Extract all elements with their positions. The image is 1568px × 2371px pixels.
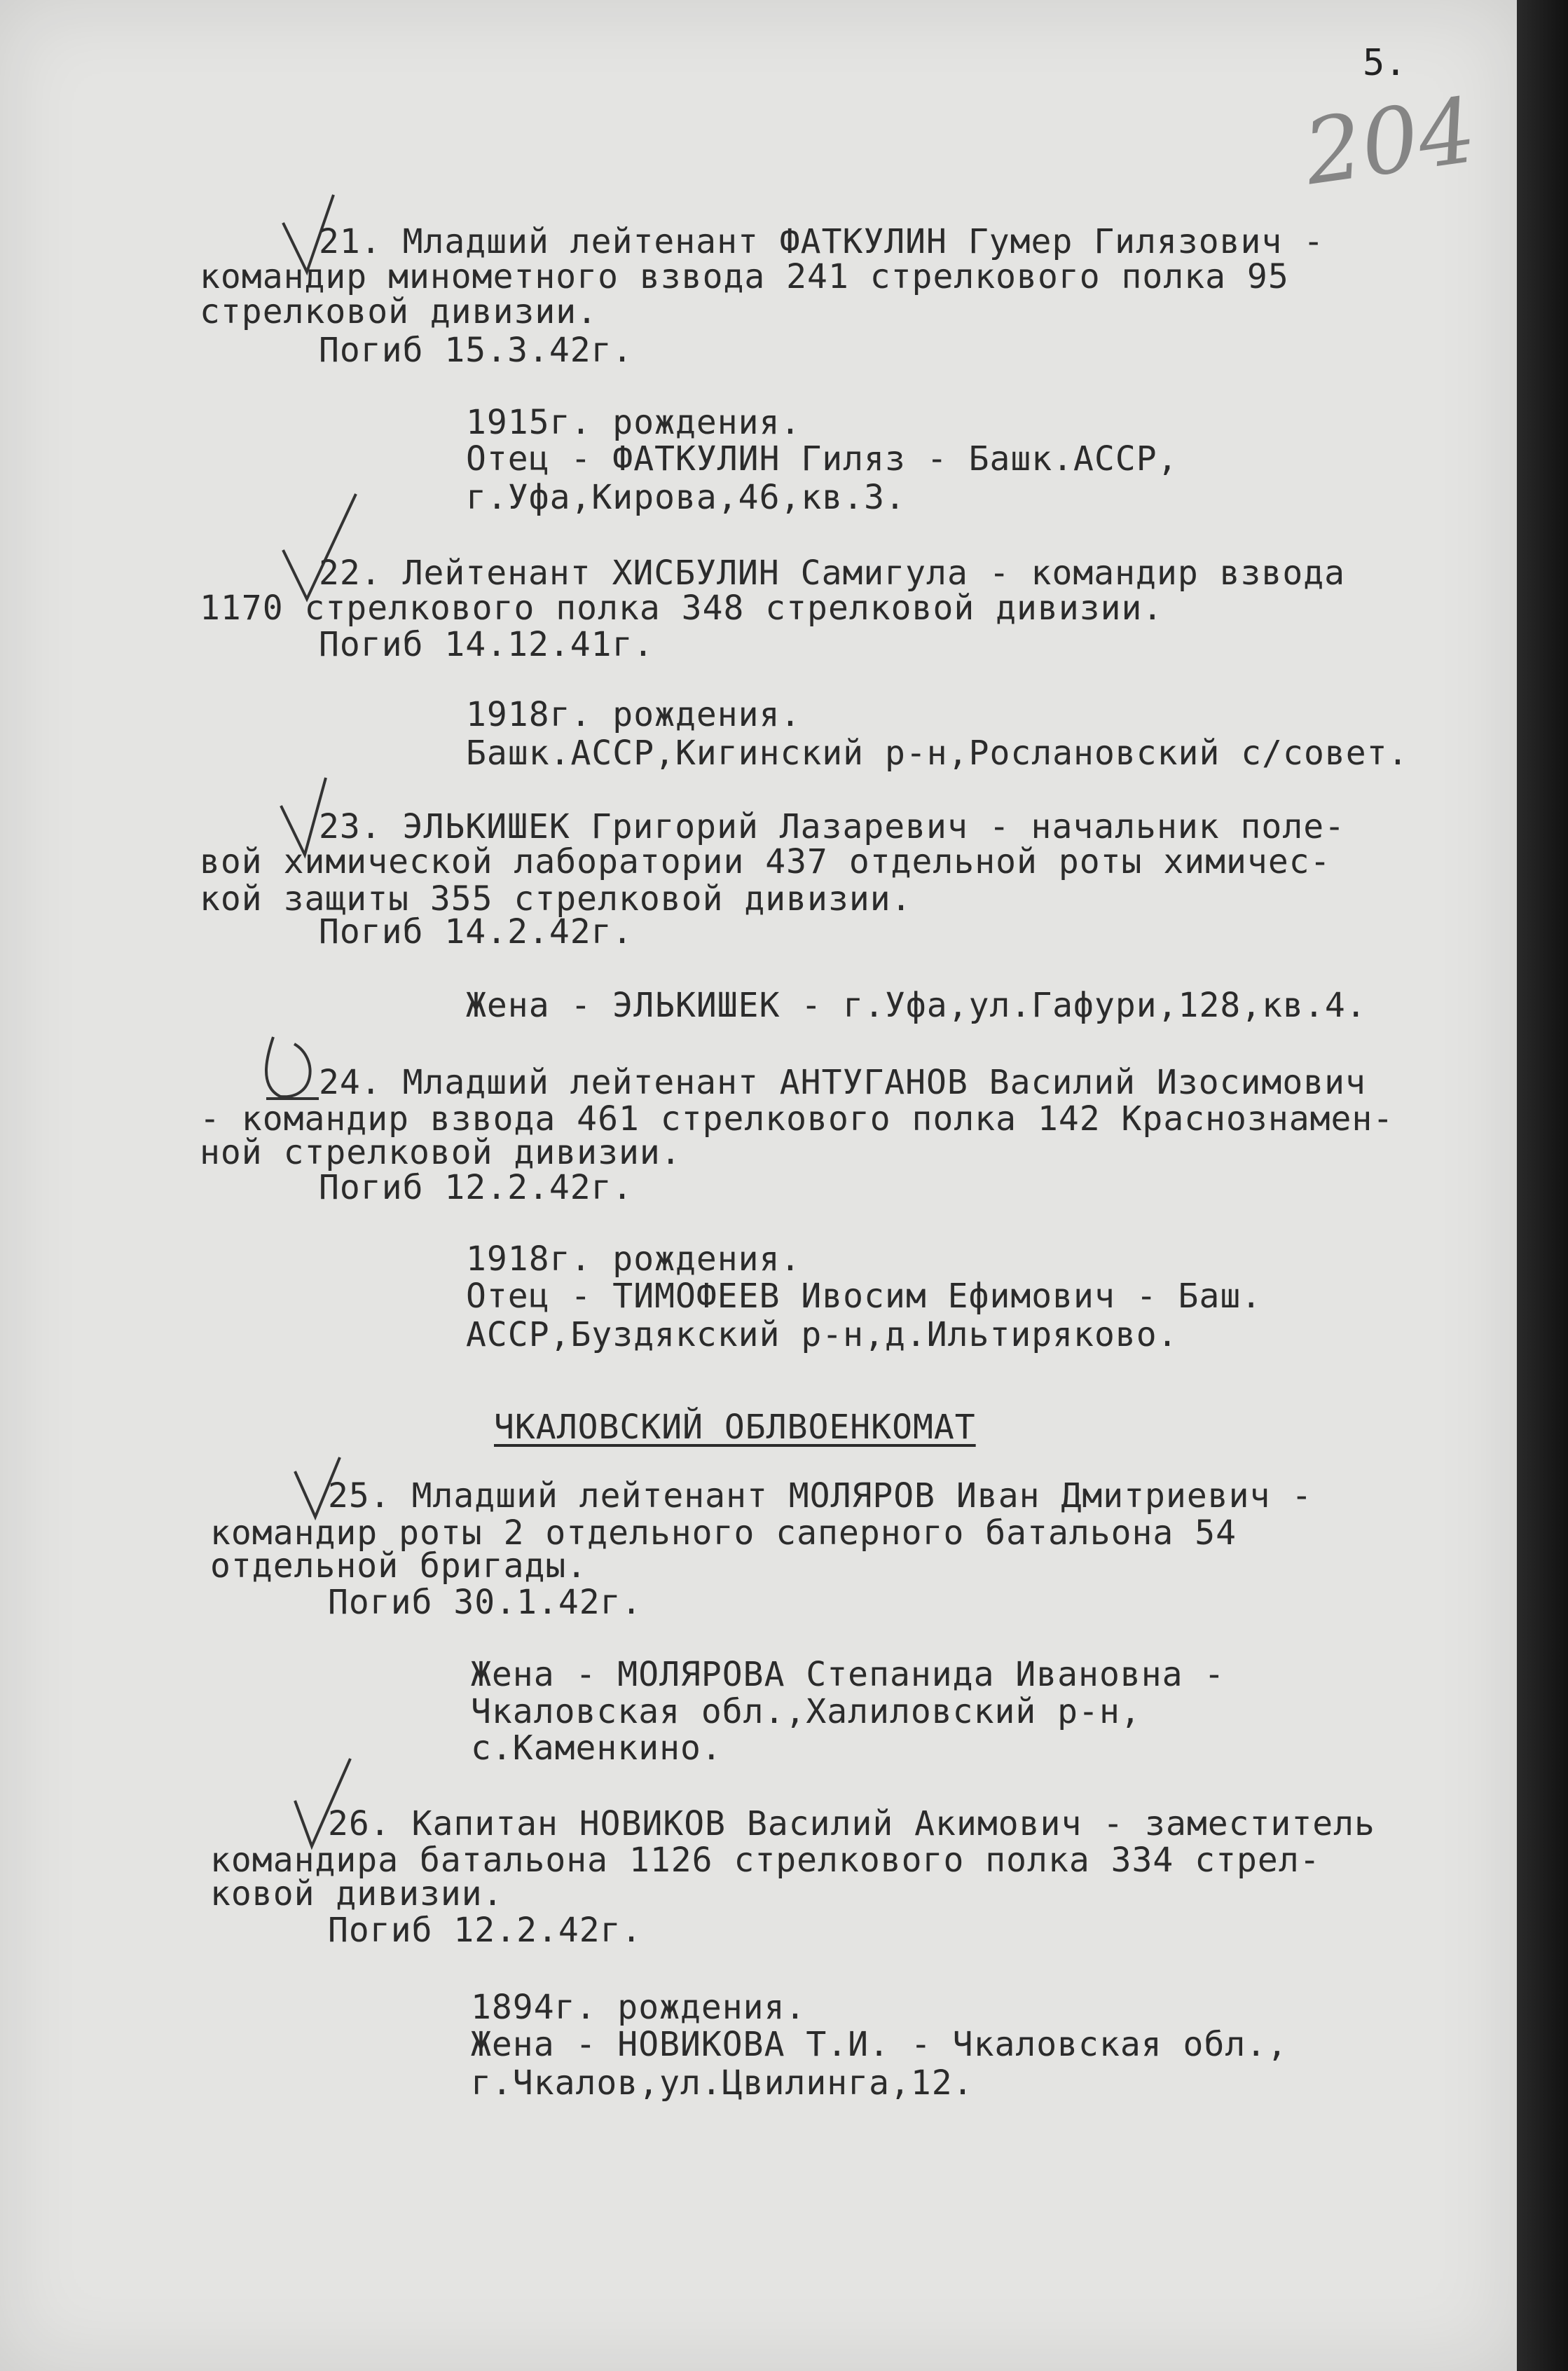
handwritten-folio-number: 204 [1298,78,1483,206]
entry-21-detail-2: Отец - ФАТКУЛИН Гиляз - Башк.АССР, [466,439,1178,479]
entry-24-detail-2: Отец - ТИМОФЕЕВ Ивосим Ефимович - Баш. [466,1277,1263,1316]
entry-21-line-3: стрелковой дивизии. [200,292,598,331]
entry-24-died: Погиб 12.2.42г. [319,1168,633,1207]
entry-25-line-1: 25. Младший лейтенант МОЛЯРОВ Иван Дмитриевич - [328,1476,1313,1516]
entry-23-died: Погиб 14.2.42г. [319,912,633,951]
entry-24-line-2: - командир взвода 461 стрелкового полка 142 Краснознамен- [200,1099,1394,1139]
entry-26-detail-2: Жена - НОВИКОВА Т.И. - Чкаловская обл., [471,2025,1288,2064]
entry-22-detail-2: Башк.АССР,Кигинский р-н,Рослановский с/совет. [466,734,1409,773]
letter-d-mark-icon [252,1030,322,1110]
entry-25-detail-3: с.Каменкино. [471,1729,722,1768]
entry-23-detail-1: Жена - ЭЛЬКИШЕК - г.Уфа,ул.Гафури,128,кв.4. [466,986,1367,1025]
entry-26-line-3: ковой дивизии. [210,1874,504,1913]
entry-26-detail-3: г.Чкалов,ул.Цвилинга,12. [471,2063,974,2103]
entry-25-line-2: командир роты 2 отдельного саперного батальона 54 [210,1513,1237,1553]
entry-22-died: Погиб 14.12.41г. [319,625,654,664]
entry-21-line-2: командир минометного взвода 241 стрелкового полка 95 [200,257,1289,296]
entry-21-line-1: 21. Младший лейтенант ФАТКУЛИН Гумер Гилязович - [319,222,1325,261]
section-heading: ЧКАЛОВСКИЙ ОБЛВОЕНКОМАТ [494,1408,976,1447]
entry-23-line-1: 23. ЭЛЬКИШЕК Григорий Лазаревич - начальник поле- [319,807,1346,846]
entry-23-line-3: кой защиты 355 стрелковой дивизии. [200,879,912,919]
entry-22-detail-1: 1918г. рождения. [466,695,802,734]
entry-22-line-1: 22. Лейтенант ХИСБУЛИН Самигула - командир взвода [319,554,1346,593]
entry-24-detail-3: АССР,Буздякский р-н,д.Ильтиряково. [466,1315,1178,1354]
entry-24-line-3: ной стрелковой дивизии. [200,1133,682,1172]
entry-23-line-2: вой химической лаборатории 437 отдельной роты химичес- [200,842,1331,881]
entry-25-detail-1: Жена - МОЛЯРОВА Степанида Ивановна - [471,1655,1225,1694]
page-number: 5. [1363,42,1407,84]
entry-26-line-1: 26. Капитан НОВИКОВ Василий Акимович - заместитель [328,1804,1375,1843]
entry-26-line-2: командира батальона 1126 стрелкового полка 334 стрел- [210,1841,1321,1880]
entry-21-detail-1: 1915г. рождения. [466,403,802,442]
entry-24-line-1: 24. Младший лейтенант АНТУГАНОВ Василий Изосимович [319,1063,1366,1102]
entry-24-detail-1: 1918г. рождения. [466,1239,802,1279]
entry-25-detail-2: Чкаловская обл.,Халиловский р-н, [471,1692,1141,1731]
entry-22-line-2: 1170 стрелкового полка 348 стрелковой дивизии. [200,589,1164,628]
entry-26-died: Погиб 12.2.42г. [328,1911,642,1950]
entry-25-line-3: отдельной бригады. [210,1546,588,1586]
entry-21-detail-3: г.Уфа,Кирова,46,кв.3. [466,478,906,517]
entry-26-detail-1: 1894г. рождения. [471,1988,806,2027]
entry-21-died: Погиб 15.3.42г. [319,331,633,370]
entry-25-died: Погиб 30.1.42г. [328,1583,642,1622]
scan-edge-shadow [1517,0,1568,2371]
